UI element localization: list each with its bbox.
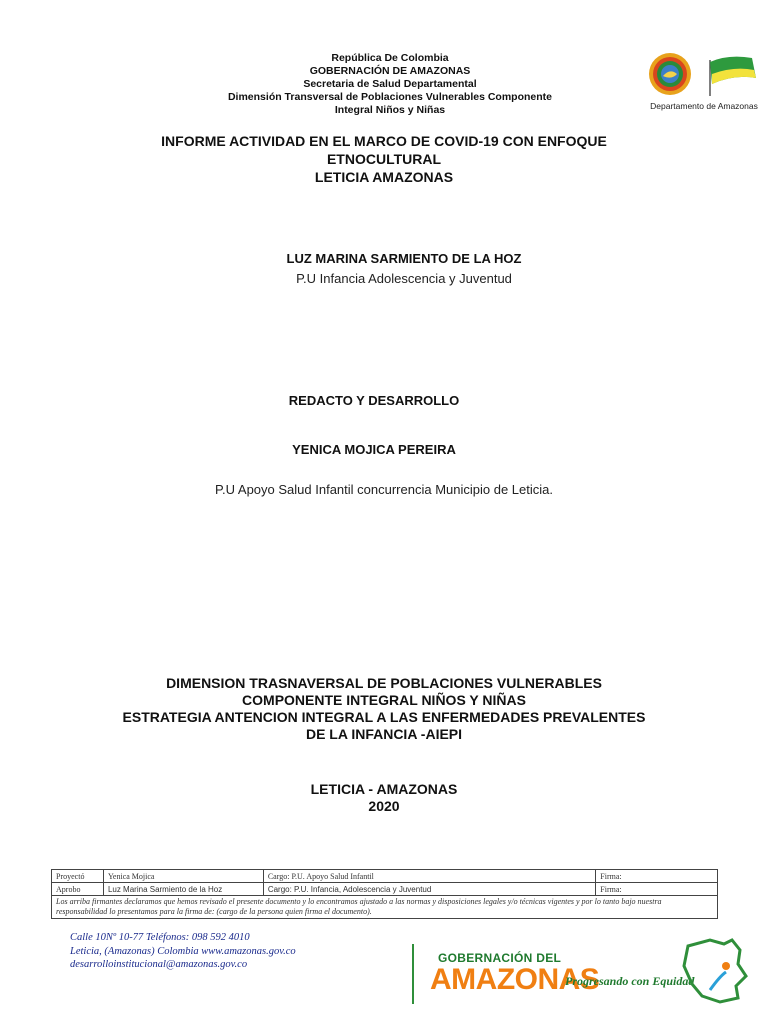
place-city: LETICIA - AMAZONAS [310,781,458,797]
footer-contact [70,931,296,972]
row-firma: Firma: [596,870,718,883]
row-cargo: Cargo: P.U. Apoyo Salud Infantil [263,870,595,883]
row-name: Yenica Mojica [103,870,263,883]
drafter-name: YENICA MOJICA PEREIRA [292,442,456,457]
drafted-heading: REDACTO Y DESARROLLO [288,393,460,408]
footer-address: Calle 10Nº 10-77 Teléfonos: 098 592 4010 [70,932,250,943]
place-year: 2020 [368,798,400,814]
section-line-3: ESTRATEGIA ANTENCION INTEGRAL A LAS ENFERMEDADES PREVALENTES [122,709,646,725]
author-name: LUZ MARINA SARMIENTO DE LA HOZ [286,251,522,266]
header-line-republic: República De Colombia [331,52,449,64]
footer-gov-label: GOBERNACIÓN DEL [438,951,562,965]
section-line-4: DE LA INFANCIA -AIEPI [305,726,463,742]
logo-caption: Departamento de Amazonas [650,101,758,111]
row-name: Luz Marina Sarmiento de la Hoz [103,883,263,896]
row-firma: Firma: [596,883,718,896]
header-line-component: Integral Niños y Niñas [334,104,446,116]
amazonas-map-icon [680,936,750,1006]
place-and-year [0,781,768,815]
title-line-2: ETNOCULTURAL [326,151,442,167]
footer-slogan: Progresando con Equidad [565,974,695,988]
footer-city-web: Leticia, (Amazonas) Colombia www.amazonas.gov.co [70,945,296,957]
footer-email: desarrolloinstitucional@amazonas.gov.co [70,959,248,970]
row-label: Proyectó [52,870,104,883]
table-row [52,870,718,883]
program-section [60,675,708,743]
report-title [100,132,668,186]
footer-divider [412,944,414,1004]
table-row [52,896,718,919]
declaration-note: Los arriba firmantes declaramos que hemos revisado el presente documento y lo encontramos ajustado a las normas y disposiciones legales y/o técnicas vigentes y por lo tanto bajo nuestra responsabilidad lo presentamos para la firma de: (cargo de la persona quien firma el documento). [52,896,718,919]
table-row [52,883,718,896]
header-line-governorate: GOBERNACIÓN DE AMAZONAS [309,65,471,77]
author-role: P.U Infancia Adolescencia y Juventud [296,271,512,286]
department-seal-and-flag-icon [648,50,766,102]
title-line-3: LETICIA AMAZONAS [314,169,454,185]
signature-table [51,869,718,919]
letterhead [170,52,610,117]
title-line-1: INFORME ACTIVIDAD EN EL MARCO DE COVID-19 CON ENFOQUE [161,133,607,149]
header-line-secretariat: Secretaria de Salud Departamental [303,78,477,90]
header-line-dimension: Dimensión Transversal de Poblaciones Vulnerables Componente [227,91,553,103]
footer-gov-name: AMAZONAS [430,963,600,996]
row-label: Aprobo [52,883,104,896]
section-line-2: COMPONENTE INTEGRAL NIÑOS Y NIÑAS [242,692,526,708]
row-cargo: Cargo: P.U. Infancia, Adolescencia y Juventud [263,883,595,896]
section-line-1: DIMENSION TRASNAVERSAL DE POBLACIONES VULNERABLES [166,675,602,691]
drafter-role: P.U Apoyo Salud Infantil concurrencia Municipio de Leticia. [215,482,553,497]
